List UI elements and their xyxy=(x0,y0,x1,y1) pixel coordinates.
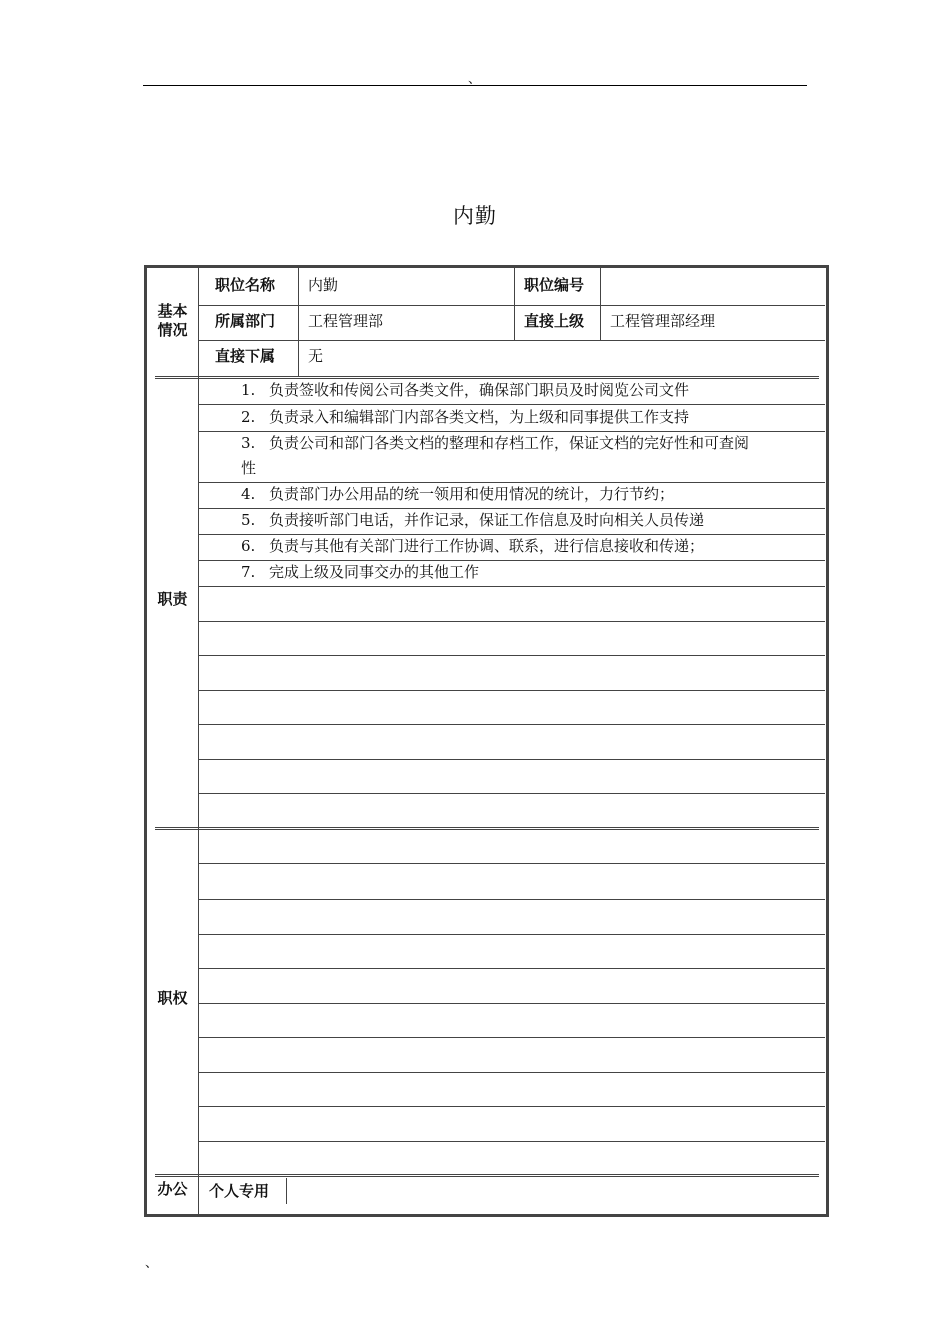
duty-text: 负责与其他有关部门进行工作协调、联系，进行信息接收和传递； xyxy=(269,537,705,555)
header-rule xyxy=(143,85,807,86)
section-basic-label: 基本 情况 xyxy=(157,302,188,339)
authority-row-line xyxy=(198,1003,825,1004)
duty-empty-row-line xyxy=(198,759,825,760)
duty-number: 1. xyxy=(241,381,256,399)
basic-col-divider-3 xyxy=(600,268,601,340)
duty-text: 负责签收和传阅公司各类文件，确保部门职员及时阅览公司文件 xyxy=(269,381,690,399)
duty-item xyxy=(241,431,749,455)
duty-number: 2. xyxy=(241,408,256,426)
duty-item xyxy=(241,560,479,584)
position-name-label: 职位名称 xyxy=(215,276,276,294)
superior-value: 工程管理部经理 xyxy=(610,312,716,330)
department-label: 所属部门 xyxy=(215,312,276,330)
position-name-value: 内勤 xyxy=(308,276,339,294)
basic-row-divider-1 xyxy=(198,305,825,306)
duty-number: 3. xyxy=(241,434,256,452)
duty-text: 负责接听部门电话，并作记录，保证工作信息及时向相关人员传递 xyxy=(269,511,705,529)
page-title: 内勤 xyxy=(453,204,497,228)
duty-text: 负责部门办公用品的统一领用和使用情况的统计，力行节约； xyxy=(269,485,675,503)
section-separator-duties xyxy=(155,827,819,830)
authority-row-line xyxy=(198,1106,825,1107)
duty-item-continuation: 性 xyxy=(241,459,257,477)
duty-item xyxy=(241,405,689,429)
duty-empty-row-line xyxy=(198,724,825,725)
duty-item xyxy=(241,378,689,402)
office-col-divider xyxy=(286,1178,287,1204)
footer-mark: 、 xyxy=(145,1256,159,1271)
duty-text: 负责录入和编辑部门内部各类文档，为上级和同事提供工作支持 xyxy=(269,408,690,426)
authority-row-line xyxy=(198,863,825,864)
duty-number: 6. xyxy=(241,537,256,555)
authority-row-line xyxy=(198,968,825,969)
job-description-table xyxy=(144,265,829,1217)
duty-empty-row-line xyxy=(198,690,825,691)
basic-row-divider-2 xyxy=(198,340,825,341)
duty-item xyxy=(241,534,704,558)
authority-row-line xyxy=(198,899,825,900)
basic-col-divider-1 xyxy=(298,268,299,376)
duty-empty-row-line xyxy=(198,655,825,656)
authority-row-line xyxy=(198,934,825,935)
basic-col-divider-2 xyxy=(514,268,515,340)
authority-row-line xyxy=(198,1141,825,1142)
subordinate-value: 无 xyxy=(308,347,324,365)
authority-row-line xyxy=(198,1037,825,1038)
duty-text: 负责公司和部门各类文档的整理和存档工作，保证文档的完好性和可查阅 xyxy=(269,434,750,452)
duty-empty-row-line xyxy=(198,621,825,622)
duty-item xyxy=(241,508,704,532)
duty-number: 4. xyxy=(241,485,256,503)
personal-use-label: 个人专用 xyxy=(209,1182,270,1200)
header-mark: 、 xyxy=(468,72,482,87)
section-separator-authority xyxy=(155,1174,819,1177)
position-code-label: 职位编号 xyxy=(524,276,585,294)
authority-row-line xyxy=(198,1072,825,1073)
superior-label: 直接上级 xyxy=(524,312,585,330)
duty-row-line xyxy=(198,586,825,587)
section-office-label: 办公 xyxy=(157,1180,188,1198)
duty-number: 5. xyxy=(241,511,256,529)
subordinate-label: 直接下属 xyxy=(215,347,276,365)
section-authority-label: 职权 xyxy=(157,989,188,1007)
department-value: 工程管理部 xyxy=(308,312,384,330)
duty-empty-row-line xyxy=(198,793,825,794)
duty-text: 完成上级及同事交办的其他工作 xyxy=(269,563,480,581)
section-duties-label: 职责 xyxy=(157,590,188,608)
duty-number: 7. xyxy=(241,563,256,581)
duty-item xyxy=(241,482,674,506)
